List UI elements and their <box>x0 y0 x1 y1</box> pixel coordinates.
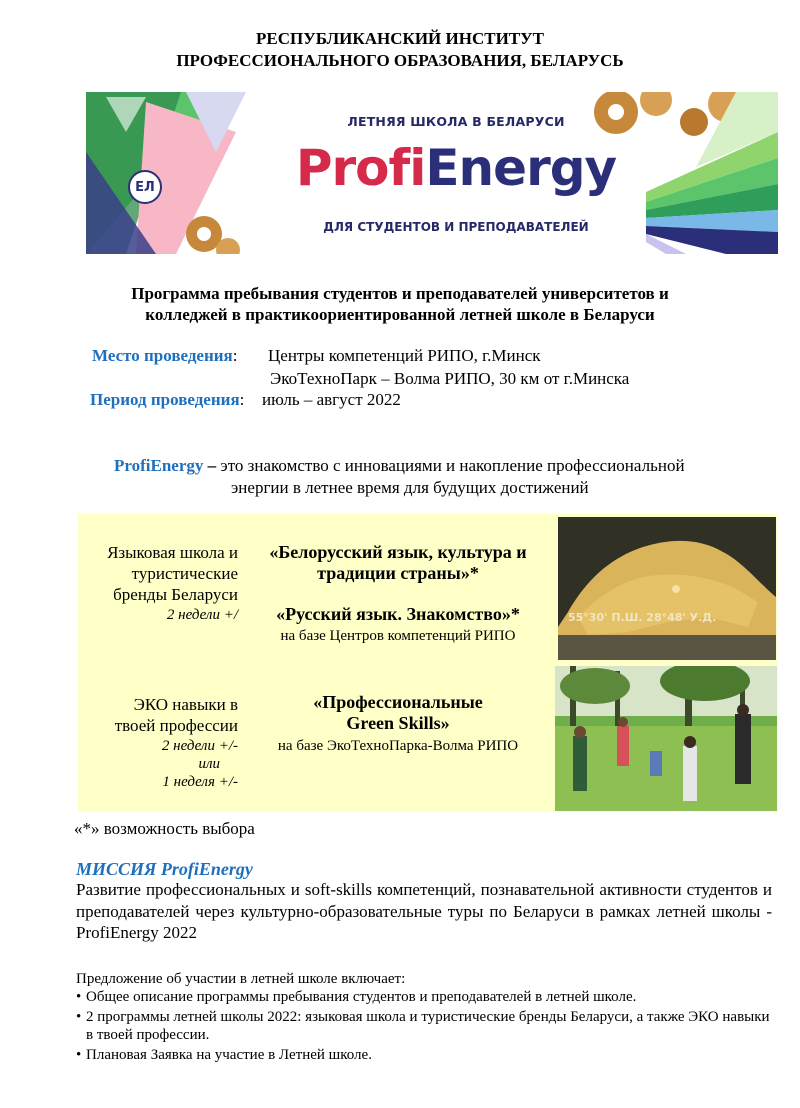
program1-duration: 2 недели +/ <box>166 607 238 623</box>
program2-title: ЭКО навыки в твоей профессии <box>114 695 238 735</box>
offer-list <box>76 988 776 1065</box>
program-title <box>0 283 800 325</box>
program2-course: «Профессиональные Green Skills» <box>313 692 483 733</box>
banner-brand-title <box>236 136 676 200</box>
choice-note: «*» возможность выбора <box>74 819 255 838</box>
offer-item: • Плановая Заявка на участие в Летней школе. <box>76 1046 776 1065</box>
offer-item: • Общее описание программы пребывания студентов и преподавателей в летней школе. <box>76 988 776 1007</box>
period-label: Период проведения: <box>90 390 245 409</box>
program-title-line2: колледжей в практикоориентированной летней школе в Беларуси <box>145 305 655 324</box>
period-value: июль – август 2022 <box>262 390 401 409</box>
mission-heading: МИССИЯ ProfiEnergy <box>76 859 253 879</box>
program1-course1: «Белорусский язык, культура и традиции страны»* <box>269 542 527 583</box>
mission-text: Развитие профессиональных и soft-skills компетенций, познавательной активности студентов и преподавателей через культурно-образовательные туры по Беларуси в рамках летней школы - ProfiEnergy 2022 <box>76 880 772 942</box>
banner-bottom-text: ДЛЯ СТУДЕНТОВ И ПРЕПОДАВАТЕЛЕЙ <box>323 220 589 234</box>
program2-duration: 2 недели +/- или 1 неделя +/- <box>161 738 238 790</box>
offer-heading: Предложение об участии в летней школе включает: <box>76 971 406 987</box>
program2-location: на базе ЭкоТехноПарка-Волма РИПО <box>277 738 519 754</box>
program-title-line1: Программа пребывания студентов и преподавателей университетов и <box>131 284 669 303</box>
offer-item: • 2 программы летней школы 2022: языковая школа и туристические бренды Беларуси, а также ЭКО навыки в твоей профессии. <box>76 1008 776 1045</box>
description-line2: энергии в летнее время для будущих достижений <box>231 478 589 497</box>
venue-value-2: ЭкоТехноПарк – Волма РИПО, 30 км от г.Минска <box>270 369 630 388</box>
venue-value-1: Центры компетенций РИПО, г.Минск <box>268 346 541 365</box>
program1-title: Языковая школа и туристические бренды Беларуси <box>107 543 238 604</box>
institute-name-line2: ПРОФЕССИОНАЛЬНОГО ОБРАЗОВАНИЯ, БЕЛАРУСЬ <box>176 51 624 70</box>
brand-part-profi: Profi <box>295 139 426 197</box>
map-photo <box>558 517 776 660</box>
map-coordinates: 55°30' П.Ш. 28°48' У.Д. <box>568 611 717 624</box>
brand-part-energy: Energy <box>425 139 617 197</box>
field-photo <box>555 666 777 811</box>
program1-location: на базе Центров компетенций РИПО <box>280 628 516 644</box>
venue-label: Место проведения: <box>92 346 238 365</box>
banner-top-text: ЛЕТНЯЯ ШКОЛА В БЕЛАРУСИ <box>347 114 565 129</box>
program1-course2: «Русский язык. Знакомство»* <box>276 604 520 624</box>
description-line1: ProfiEnergy – это знакомство с инновациями и накопление профессиональной <box>114 456 685 475</box>
profienergy-banner <box>86 92 778 254</box>
profienergy-logo: ЕЛ <box>128 170 162 204</box>
institute-name-line1: РЕСПУБЛИКАНСКИЙ ИНСТИТУТ <box>256 29 544 48</box>
